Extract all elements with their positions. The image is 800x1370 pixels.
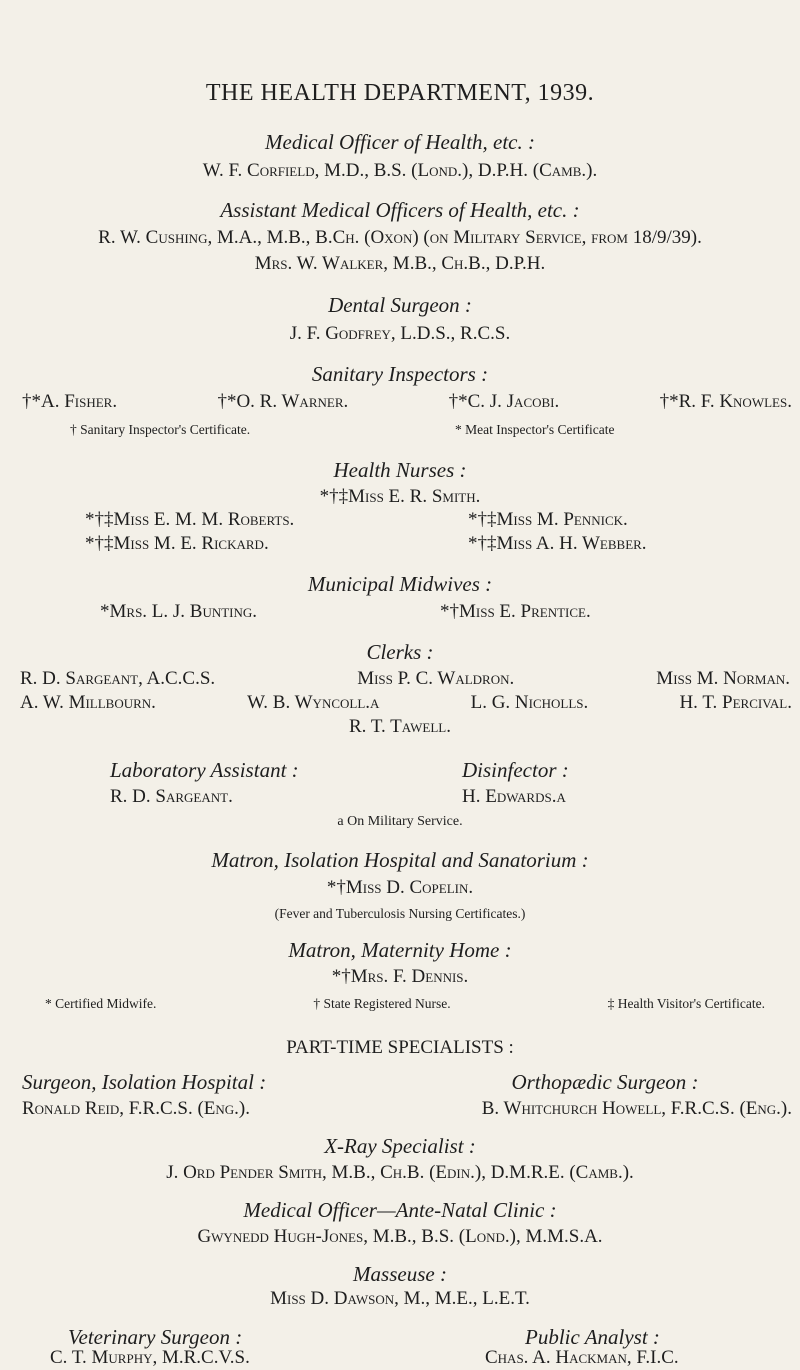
part-time-heading: PART-TIME SPECIALISTS : [286,1037,514,1058]
xray-heading: X-Ray Specialist : [324,1134,476,1158]
sanitary-names [22,391,792,413]
cert-note-2: † State Registered Nurse. [313,996,451,1011]
vet-name: C. T. Murphy, M.R.C.V.S. [50,1347,250,1368]
analyst-heading: Public Analyst : [525,1325,660,1349]
assistant-moh-name-1: R. W. Cushing, M.A., M.B., B.Ch. (Oxon) (on Military Service, from 18/9/39). [98,227,702,248]
clerks-row-1 [20,668,790,690]
isolation-matron-heading: Matron, Isolation Hospital and Sanatorium : [211,848,589,872]
military-note: a On Military Service. [337,814,463,829]
disinfector-name: H. Edwards.a [462,786,566,807]
antenatal-heading: Medical Officer—Ante-Natal Clinic : [243,1198,557,1222]
moh-heading: Medical Officer of Health, etc. : [265,130,535,154]
dental-heading: Dental Surgeon : [328,293,472,317]
sanitary-name-2: †*O. R. Warner. [217,391,349,412]
vet-heading: Veterinary Surgeon : [68,1325,243,1349]
cert-note-1: * Certified Midwife. [45,996,157,1011]
xray-name: J. Ord Pender Smith, M.B., Ch.B. (Edin.), D.M.R.E. (Camb.). [166,1162,634,1183]
clerk-3: Miss M. Norman. [656,668,790,689]
ortho-name: B. Whitchurch Howell, F.R.C.S. (Eng.). [481,1098,792,1119]
nurse-lead: *†‡Miss E. R. Smith. [319,486,481,507]
lab-name: R. D. Sargeant. [110,786,233,807]
midwife-1: *Mrs. L. J. Bunting. [100,601,258,622]
moh-name: W. F. Corfield, M.D., B.S. (Lond.), D.P.H. (Camb.). [202,160,598,181]
dental-name: J. F. Godfrey, L.D.S., R.C.S. [289,323,511,344]
cert-note-3: ‡ Health Visitor's Certificate. [607,996,765,1011]
nurse-right-2: *†‡Miss A. H. Webber. [468,533,647,554]
surgeon-heading: Surgeon, Isolation Hospital : [22,1070,267,1094]
certificate-notes [45,996,765,1012]
sanitary-note-right: * Meat Inspector's Certificate [455,422,615,437]
clerk-2: Miss P. C. Waldron. [357,668,515,689]
lab-heading: Laboratory Assistant : [110,758,299,782]
sanitary-name-1: †*A. Fisher. [22,391,118,412]
clerk-4: A. W. Millbourn. [20,692,156,713]
clerk-6: L. G. Nicholls. [470,692,589,713]
clerk-1: R. D. Sargeant, A.C.C.S. [20,668,216,689]
sanitary-name-4: †*R. F. Knowles. [659,391,792,412]
sanitary-note-left: † Sanitary Inspector's Certificate. [70,422,251,437]
analyst-name: Chas. A. Hackman, F.I.C. [485,1347,679,1368]
maternity-matron-heading: Matron, Maternity Home : [288,938,512,962]
sanitary-name-3: †*C. J. Jacobi. [448,391,560,412]
midwives-heading: Municipal Midwives : [307,572,493,596]
surgeon-name: Ronald Reid, F.R.C.S. (Eng.). [22,1098,250,1119]
isolation-matron-name: *†Miss D. Copelin. [326,877,474,898]
sanitary-heading: Sanitary Inspectors : [311,362,489,386]
isolation-matron-note: (Fever and Tuberculosis Nursing Certificates.) [274,906,526,921]
clerk-8: R. T. Tawell. [349,716,451,737]
nurse-left-2: *†‡Miss M. E. Rickard. [85,533,269,554]
maternity-matron-name: *†Mrs. F. Dennis. [331,966,469,987]
antenatal-name: Gwynedd Hugh-Jones, M.B., B.S. (Lond.), M.M.S.A. [197,1226,603,1247]
assistant-moh-heading: Assistant Medical Officers of Health, etc. : [220,198,580,222]
page-title: THE HEALTH DEPARTMENT, 1939. [205,80,595,106]
masseuse-name: Miss D. Dawson, M., M.E., L.E.T. [270,1288,530,1309]
midwife-2: *†Miss E. Prentice. [440,601,591,622]
nurse-right-1: *†‡Miss M. Pennick. [468,509,628,530]
clerk-5: W. B. Wyncoll.a [247,692,380,713]
nurses-heading: Health Nurses : [333,458,467,482]
assistant-moh-name-2: Mrs. W. Walker, M.B., Ch.B., D.P.H. [254,253,546,274]
masseuse-heading: Masseuse : [353,1262,447,1286]
disinfector-heading: Disinfector : [462,758,569,782]
ortho-heading: Orthopædic Surgeon : [511,1070,699,1094]
clerks-heading: Clerks : [366,640,434,664]
clerks-row-2 [20,692,792,714]
nurse-left-1: *†‡Miss E. M. M. Roberts. [85,509,295,530]
clerk-7: H. T. Percival. [679,692,792,713]
